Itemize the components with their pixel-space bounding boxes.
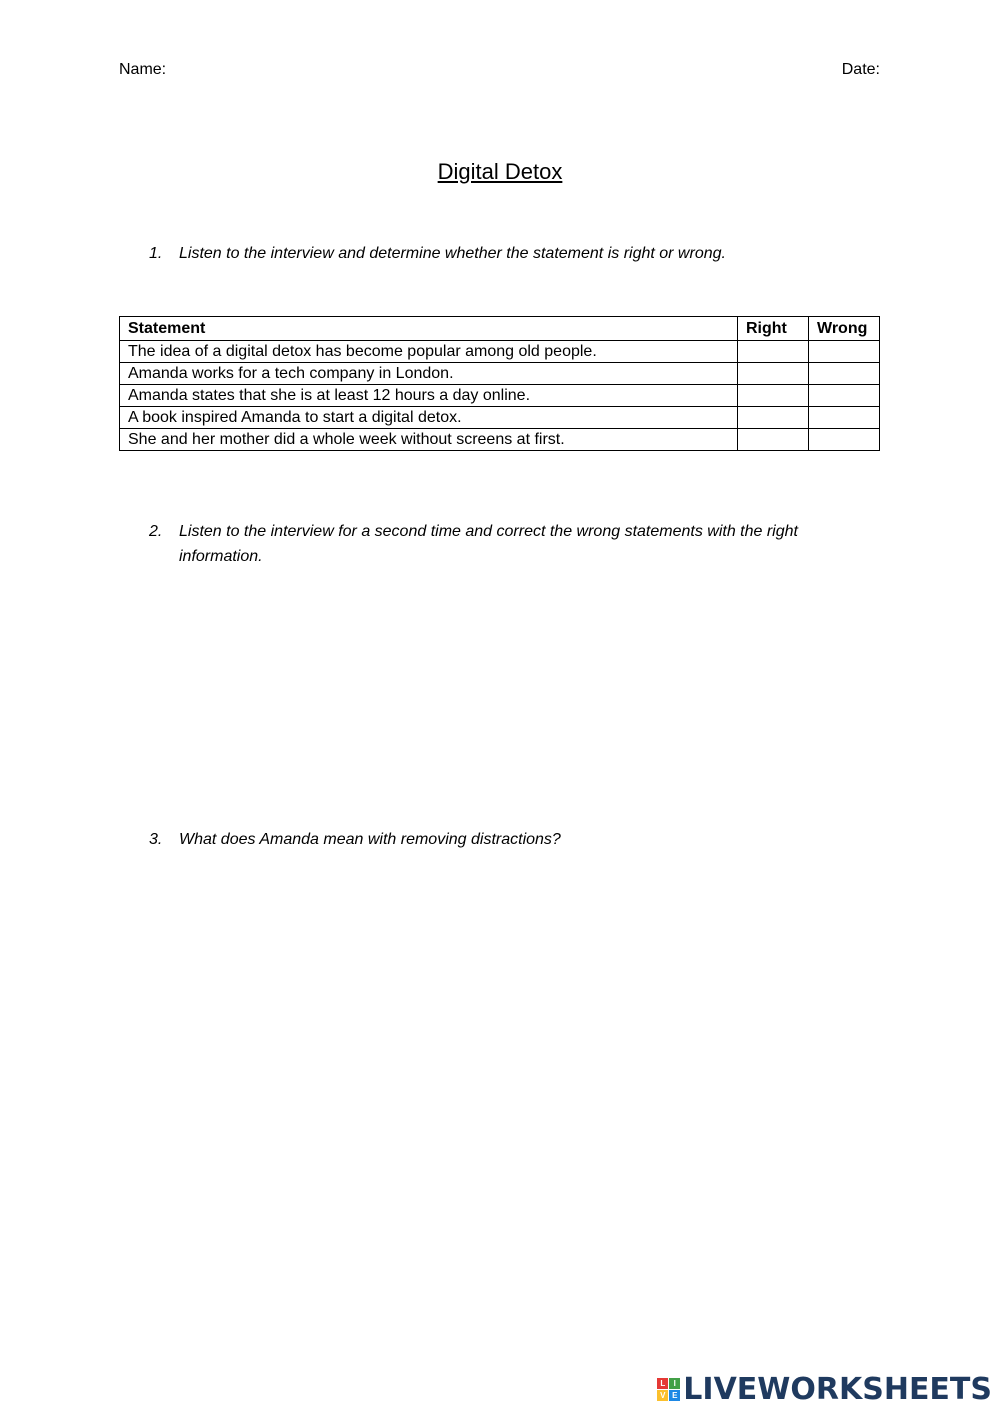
right-answer-cell[interactable] xyxy=(738,385,809,407)
liveworksheets-logo-icon xyxy=(657,1378,680,1401)
statements-table xyxy=(119,316,880,451)
liveworksheets-brand xyxy=(657,1372,992,1407)
table-row xyxy=(120,407,880,429)
right-answer-cell[interactable] xyxy=(738,429,809,451)
logo-letter-e: E xyxy=(669,1390,680,1401)
right-answer-cell[interactable] xyxy=(738,363,809,385)
statement-cell: A book inspired Amanda to start a digital detox. xyxy=(120,407,738,429)
logo-letter-l: L xyxy=(657,1378,668,1389)
liveworksheets-wordmark: LIVEWORKSHEETS xyxy=(683,1372,992,1407)
column-header-wrong: Wrong xyxy=(809,317,880,341)
question-number: 3. xyxy=(149,831,163,848)
wrong-answer-cell[interactable] xyxy=(809,429,880,451)
question-text: What does Amanda mean with removing distractions? xyxy=(179,831,561,848)
question-2 xyxy=(149,519,869,569)
question-1 xyxy=(149,241,869,266)
table-row xyxy=(120,385,880,407)
wrong-answer-cell[interactable] xyxy=(809,385,880,407)
column-header-statement: Statement xyxy=(120,317,738,341)
question-number: 1. xyxy=(149,245,163,262)
statement-cell: Amanda states that she is at least 12 hours a day online. xyxy=(120,385,738,407)
table-row xyxy=(120,429,880,451)
table-row xyxy=(120,363,880,385)
name-label: Name: xyxy=(119,61,167,78)
question-text: Listen to the interview and determine whether the statement is right or wrong. xyxy=(179,245,726,262)
right-answer-cell[interactable] xyxy=(738,407,809,429)
logo-letter-i: I xyxy=(669,1378,680,1389)
statement-cell: Amanda works for a tech company in London. xyxy=(120,363,738,385)
date-label: Date: xyxy=(841,61,880,78)
question-number: 2. xyxy=(149,523,163,540)
statement-cell: The idea of a digital detox has become popular among old people. xyxy=(120,341,738,363)
logo-letter-v: V xyxy=(657,1390,668,1401)
page-title: Digital Detox xyxy=(437,159,563,184)
wrong-answer-cell[interactable] xyxy=(809,407,880,429)
wrong-answer-cell[interactable] xyxy=(809,341,880,363)
column-header-right: Right xyxy=(738,317,809,341)
table-header-row xyxy=(120,317,880,341)
statement-cell: She and her mother did a whole week without screens at first. xyxy=(120,429,738,451)
table-row xyxy=(120,341,880,363)
question-3 xyxy=(149,827,869,852)
wrong-answer-cell[interactable] xyxy=(809,363,880,385)
right-answer-cell[interactable] xyxy=(738,341,809,363)
question-text: Listen to the interview for a second time and correct the wrong statements with the right information. xyxy=(179,523,798,565)
